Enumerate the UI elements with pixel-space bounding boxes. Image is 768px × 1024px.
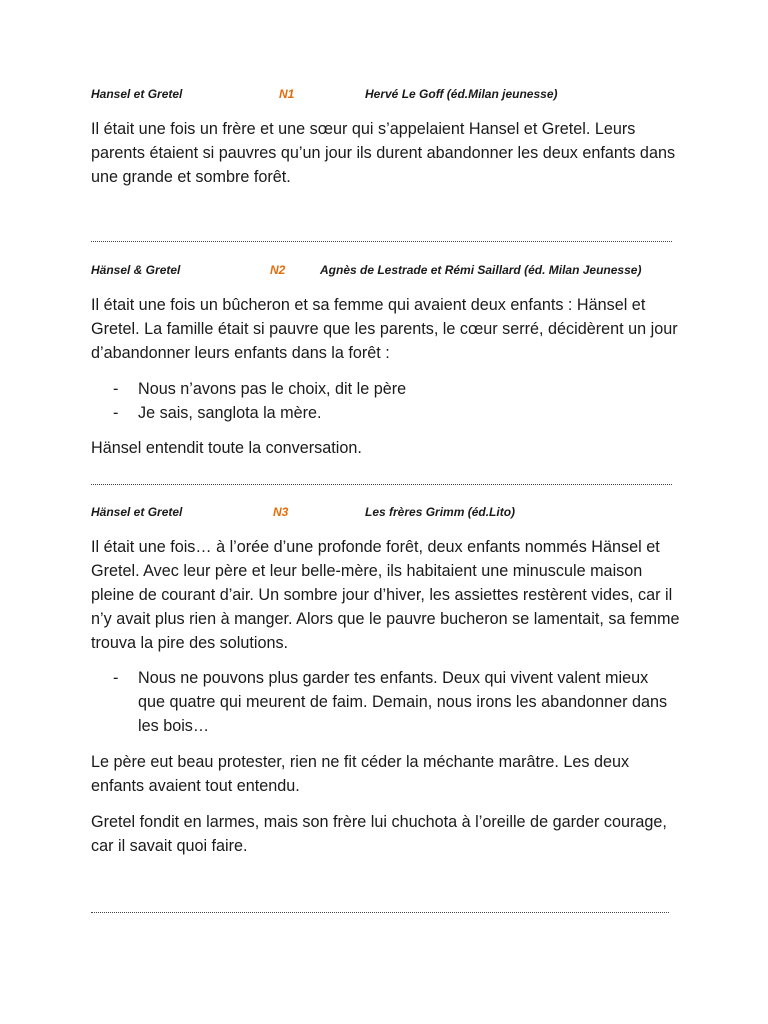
paragraph: Le père eut beau protester, rien ne fit céder la méchante marâtre. Les deux enfants avaient tout entendu. <box>91 753 630 795</box>
dialogue-text: Nous n’avons pas le choix, dit le père <box>138 380 407 398</box>
paragraph: Gretel fondit en larmes, mais son frère lui chuchota à l’oreille de garder courage, car il savait quoi faire. <box>91 813 667 855</box>
dash-bullet: - <box>113 404 119 422</box>
dotted-separator <box>91 912 669 913</box>
author-edition: Agnès de Lestrade et Rémi Saillard (éd. Milan Jeunesse) <box>320 263 642 277</box>
dash-bullet: - <box>113 380 119 398</box>
story-title: Hansel et Gretel <box>91 87 183 101</box>
section-header-n3 <box>91 505 691 521</box>
dotted-separator <box>91 484 672 485</box>
section-number: N3 <box>273 505 289 519</box>
section-number: N2 <box>270 263 286 277</box>
dialogue-text: Nous ne pouvons plus garder tes enfants. Deux qui vivent valent mieux que quatre qui meurent de faim. Demain, nous irons les abandonner dans les bois… <box>138 669 668 735</box>
section-number: N1 <box>279 87 295 101</box>
story-title: Hänsel et Gretel <box>91 505 183 519</box>
paragraph: Hänsel entendit toute la conversation. <box>91 439 362 457</box>
author-edition: Les frères Grimm (éd.Lito) <box>365 505 516 519</box>
section-header-n2 <box>91 263 691 279</box>
dotted-separator <box>91 241 672 242</box>
author-edition: Hervé Le Goff (éd.Milan jeunesse) <box>365 87 558 101</box>
section-header-n1 <box>91 87 691 103</box>
paragraph: Il était une fois… à l’orée d’une profonde forêt, deux enfants nommés Hänsel et Gretel. Avec leur père et leur belle-mère, ils habitaient une minuscule maison pleine de courant d’air. Un sombre jour d’hiver, les assiettes restèrent vides, car il n’y avait plus rien à manger. Alors que le pauvre bucheron se lamentait, sa femme trouva la pire des solutions. <box>91 538 680 652</box>
dialogue-text: Je sais, sanglota la mère. <box>138 404 322 422</box>
dash-bullet: - <box>113 669 119 687</box>
paragraph: Il était une fois un bûcheron et sa femme qui avaient deux enfants : Hänsel et Gretel. La famille était si pauvre que les parents, le cœur serré, décidèrent un jour d’abandonner leurs enfants dans la forêt : <box>91 296 678 362</box>
story-title: Hänsel & Gretel <box>91 263 181 277</box>
paragraph: Il était une fois un frère et une sœur qui s’appelaient Hansel et Gretel. Leurs parents étaient si pauvres qu’un jour ils durent abandonner les deux enfants dans une grande et sombre forêt. <box>91 120 676 186</box>
